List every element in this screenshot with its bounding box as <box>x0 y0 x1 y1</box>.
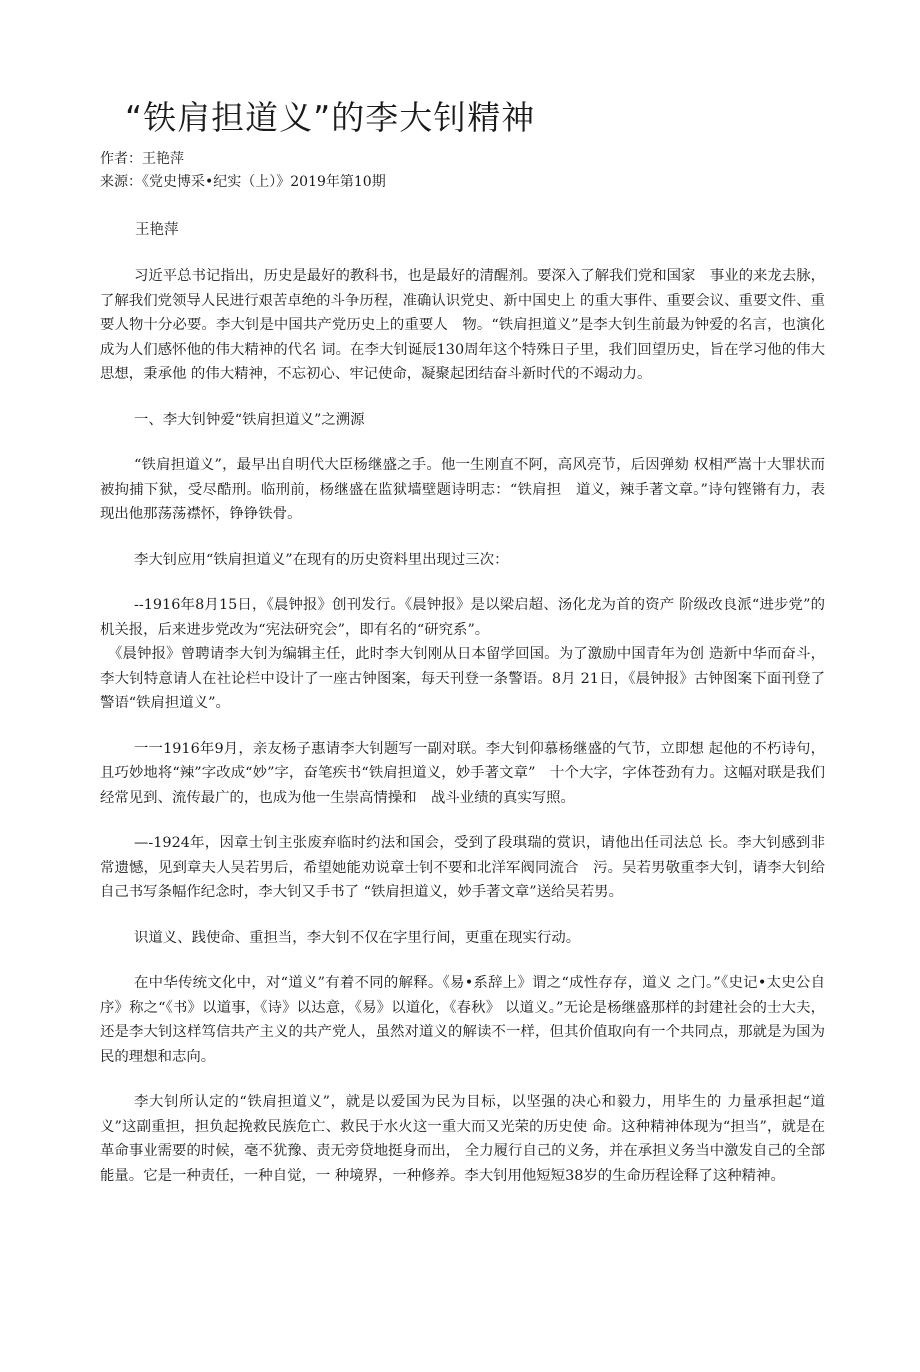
section-heading: 一、李大钊钟爱“铁肩担道义”之溯源 <box>134 411 365 428</box>
paragraph-daoyi: 在中华传统文化中，对“道义”有着不同的解释。《易•系辞上》谓之“成性存存，道义 之门。”《史记•太史公自序》称之“《书》以道事，《诗》以达意，《易》以道化，《春秋》 以道义。”无论是杨继盛那样的封建社会的士大夫，还是李大钊这样笃信共产主义的共产党人，虽然对道义的解读不一样，但其价值取向有一个共同点，那就是为国为民的理想和志向。 <box>100 975 825 1065</box>
paragraph-intro: 习近平总书记指出，历史是最好的教科书，也是最好的清醒剂。要深入了解我们党和国家 事业的来龙去脉，了解我们党领导人民进行艰苦卓绝的斗争历程，准确认识党史、新中国史上 的重大事件、重要会议、重要文件、重要人物十分必要。李大钊是中国共产党历史上的重要人 物。“铁肩担道义”是李大钊生前最为钟爱的名言，也演化成为人们感怀他的伟大精神的代名 词。在李大钊诞辰130周年这个特殊日子里，我们回望历史，旨在学习他的伟大思想，秉承他 的伟大精神，不忘初心、牢记使命，凝聚起团结奋斗新时代的不竭动力。 <box>100 268 825 382</box>
paragraph-1916-aug: --1916年8月15日，《晨钟报》创刊发行。《晨钟报》是以梁启超、汤化龙为首的资产 阶级改良派“进步党”的机关报，后来进步党改为“宪法研究会”，即有名的“研究系”。 <box>100 597 825 638</box>
paragraph-1916-sep: 一一1916年9月，亲友杨子惠请李大钊题写一副对联。李大钊仰慕杨继盛的气节，立即想 起他的不朽诗句，且巧妙地将“辣”字改成“妙”字，奋笔疾书“铁肩担道义，妙手著文章” 十个大字，字体苍劲有力。这幅对联是我们经常见到、流传最广的，也成为他一生崇高情操和 战斗业绩的真实写照。 <box>100 740 825 806</box>
article-title: “铁肩担道义”的李大钊精神 <box>125 98 536 137</box>
byline: 王艳萍 <box>135 222 179 238</box>
paragraph-origin: “铁肩担道义”，最早出自明代大臣杨继盛之手。他一生刚直不阿，高风亮节，后因弹劾 权相严嵩十大罪状而被拘捕下狱，受尽酷刑。临刑前，杨继盛在监狱墙壁题诗明志：“铁肩担 道义，辣手著文章。”诗句铿锵有力，表现出他那荡荡襟怀，铮铮铁骨。 <box>100 457 825 522</box>
paragraph-chenzhongbao: 《晨钟报》曾聘请李大钊为编辑主任，此时李大钊刚从日本留学回国。为了激励中国青年为创 造新中华而奋斗，李大钊特意请人在社论栏中设计了一座古钟图案，每天刊登一条警语。8月 21日，《晨钟报》古钟图案下面刊登了警语“铁肩担道义”。 <box>100 646 825 711</box>
author-line: 作者：王艳萍 <box>100 151 184 167</box>
paragraph-three-times: 李大钊应用“铁肩担道义”在现有的历史资料里出现过三次： <box>134 551 509 568</box>
paragraph-1924: —-1924年，因章士钊主张废弃临时约法和国会，受到了段琪瑞的赏识，请他出任司法总 长。李大钊感到非常遗憾，见到章夫人吴若男后，希望她能劝说章士钊不要和北洋军阀同流合 污。吴若男敬重李大钊，请李大钊给自己书写条幅作纪念时，李大钊又手书了 “铁肩担道义，妙手著文章”送给吴若男。 <box>100 835 825 900</box>
article-body <box>100 264 825 1209</box>
paragraph-responsibility: 李大钊所认定的“铁肩担道义”，就是以爱国为民为目标，以坚强的决心和毅力，用毕生的 力量承担起“道义”这副重担，担负起挽救民族危亡、救民于水火这一重大而又光荣的历史使 命。这种精神体现为“担当”，就是在革命事业需要的时候，毫不犹豫、责无旁贷地挺身而出， 全力履行自己的义务，并在承担义务当中激发自己的全部能量。它是一种责任，一种自觉，一 种境界，一种修养。李大钊用他短短38岁的生命历程诠释了这种精神。 <box>100 1094 826 1184</box>
source-line: 来源：《党史博采•纪实（上）》2019年第10期 <box>100 174 386 190</box>
paragraph-action: 识道义、践使命、重担当，李大钊不仅在字里行间，更重在现实行动。 <box>134 929 581 946</box>
